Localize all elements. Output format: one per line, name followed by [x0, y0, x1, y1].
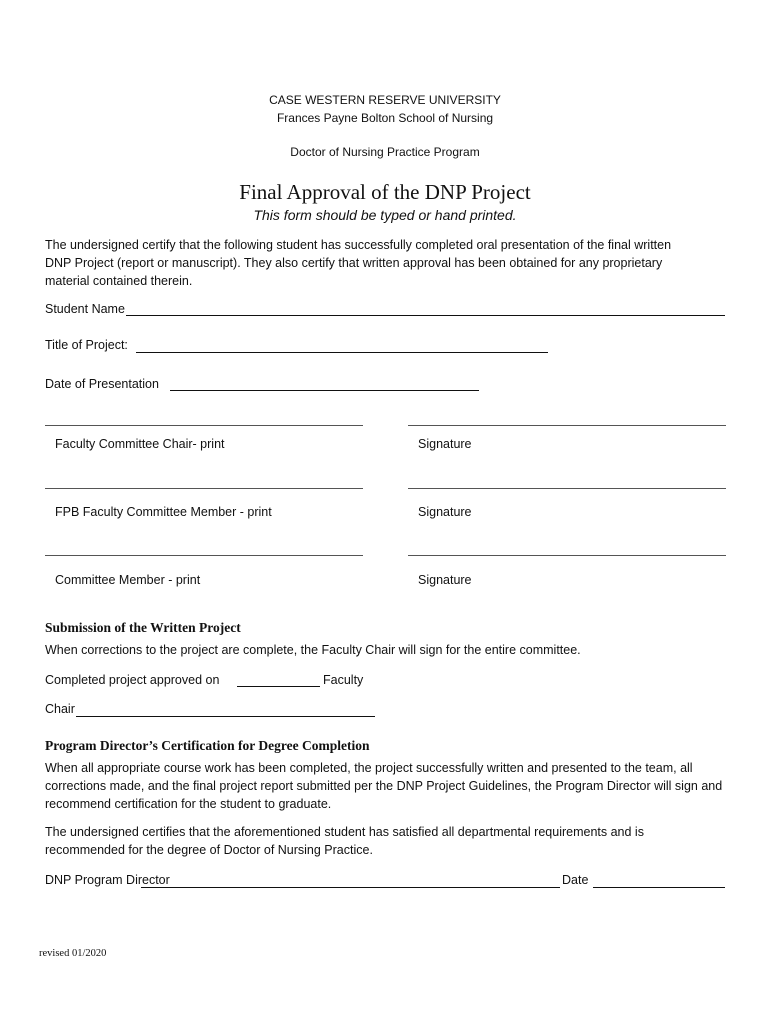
project-title-label: Title of Project:	[45, 338, 128, 352]
member-signature-label: Signature	[418, 505, 472, 519]
approved-on-field[interactable]	[237, 686, 320, 687]
program-name: Doctor of Nursing Practice Program	[290, 145, 480, 159]
committee-signature-label: Signature	[418, 573, 472, 587]
chair-field[interactable]	[76, 716, 375, 717]
chair-print-label: Faculty Committee Chair- print	[55, 437, 225, 451]
student-name-field[interactable]	[126, 315, 725, 316]
student-name-label: Student Name	[45, 302, 125, 316]
certification-heading: Program Director’s Certification for Degree Completion	[45, 738, 370, 753]
project-title-field[interactable]	[136, 352, 548, 353]
form-subtitle: This form should be typed or hand printed.	[253, 207, 517, 223]
date-field[interactable]	[593, 887, 725, 888]
presentation-date-field[interactable]	[170, 390, 479, 391]
date-label: Date	[562, 873, 589, 887]
university-name: CASE WESTERN RESERVE UNIVERSITY	[269, 93, 501, 107]
revised-note: revised 01/2020	[39, 948, 107, 959]
chair-signature-label: Signature	[418, 437, 472, 451]
certification-text-2: The undersigned certifies that the aforementioned student has satisfied all departmental requirements and is recommended for the degree of Doctor of Nursing Practice.	[45, 825, 644, 857]
approved-on-label: Completed project approved on	[45, 673, 220, 687]
director-signature-field[interactable]	[141, 887, 560, 888]
member-signature-field[interactable]	[408, 488, 726, 489]
member-print-field[interactable]	[45, 488, 363, 489]
chair-label: Chair	[45, 702, 75, 716]
school-name: Frances Payne Bolton School of Nursing	[276, 111, 494, 125]
intro-paragraph: The undersigned certify that the following student has successfully completed oral presentation of the final written DNP Project (report or manuscript). They also certify that written approval has been obtained for any proprietary material contained therein.	[45, 238, 672, 288]
chair-signature-field[interactable]	[408, 425, 726, 426]
form-title: Final Approval of the DNP Project	[239, 180, 531, 204]
member-print-label: FPB Faculty Committee Member - print	[55, 505, 272, 519]
committee-print-label: Committee Member - print	[55, 573, 201, 587]
faculty-label: Faculty	[323, 673, 364, 687]
committee-print-field[interactable]	[45, 555, 363, 556]
presentation-date-label: Date of Presentation	[45, 377, 159, 391]
certification-text-1: When all appropriate course work has been completed, the project successfully written and presented to the team, all corrections made, and the final project report submitted per the DNP Project Guidelines, the Program Director will sign and recommend certification for the student to graduate.	[45, 761, 723, 811]
submission-heading: Submission of the Written Project	[45, 620, 241, 635]
committee-signature-field[interactable]	[408, 555, 726, 556]
chair-print-field[interactable]	[45, 425, 363, 426]
submission-text: When corrections to the project are complete, the Faculty Chair will sign for the entire committee.	[45, 643, 581, 657]
director-label: DNP Program Director	[45, 873, 170, 887]
